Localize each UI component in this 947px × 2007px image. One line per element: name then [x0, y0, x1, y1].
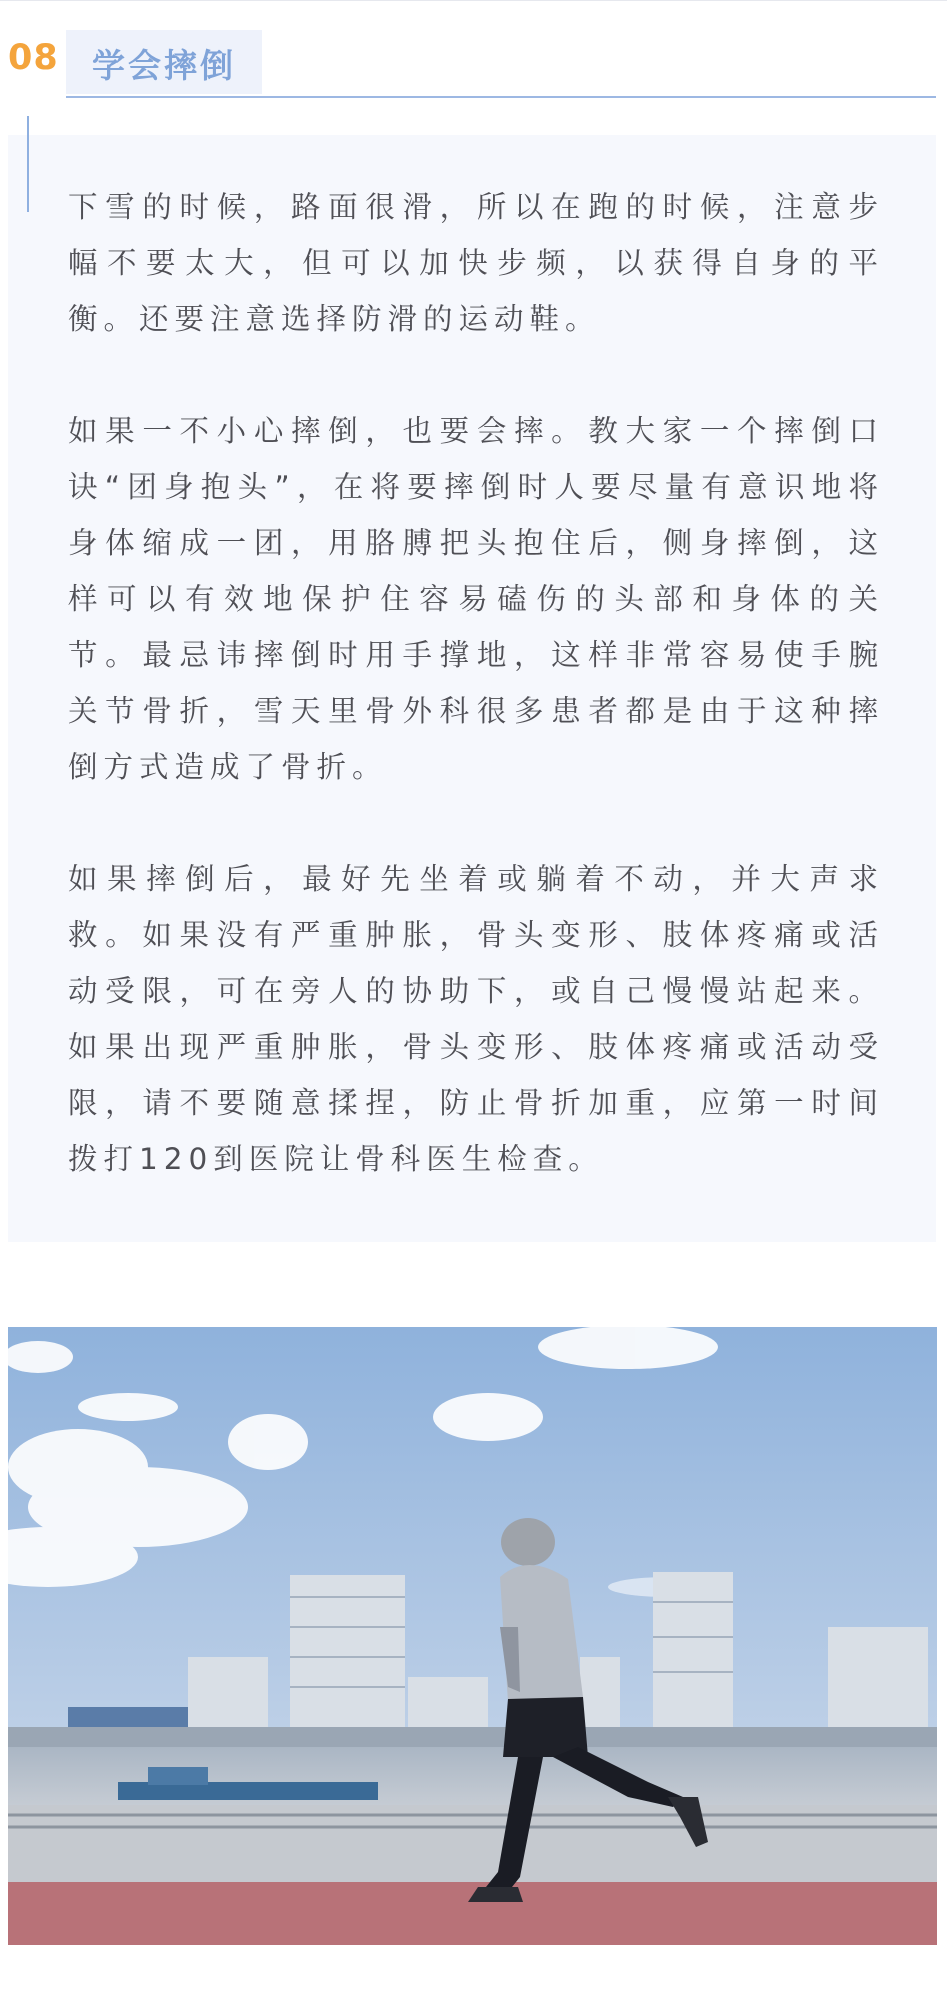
- header-underline: [66, 96, 936, 98]
- paragraph-after-fall: 如果摔倒后，最好先坐着或躺着不动，并大声求救。如果没有严重肿胀，骨头变形、肢体疼痛或活动受限，可在旁人的协助下，或自己慢慢站起来。如果出现严重肿胀，骨头变形、肢体疼痛或活动受限，请不要随意揉捏，防止骨折加重，应第一时间拨打120到医院让骨科医生检查。: [68, 862, 884, 1176]
- top-divider: [0, 0, 947, 1]
- quote-accent-line: [27, 116, 29, 212]
- paragraph-falling-technique: 如果一不小心摔倒，也要会摔。教大家一个摔倒口诀“团身抱头”，在将要摔倒时人要尽量有意识地将身体缩成一团，用胳膊把头抱住后，侧身摔倒，这样可以有效地保护住容易磕伤的头部和身体的关节。最忌讳摔倒时用手撑地，这样非常容易使手腕关节骨折，雪天里骨外科很多患者都是由于这种摔倒方式造成了骨折。: [68, 414, 884, 784]
- section-title: 学会摔倒: [92, 46, 236, 85]
- section-number: 08: [8, 38, 59, 78]
- runner-photo: [8, 1327, 937, 1945]
- content-panel: [8, 135, 936, 1242]
- section-title-box: [66, 30, 262, 94]
- paragraph-walking-tips: 下雪的时候，路面很滑，所以在跑的时候，注意步幅不要太大，但可以加快步频，以获得自身的平衡。还要注意选择防滑的运动鞋。: [68, 190, 884, 336]
- section-header: [8, 30, 936, 100]
